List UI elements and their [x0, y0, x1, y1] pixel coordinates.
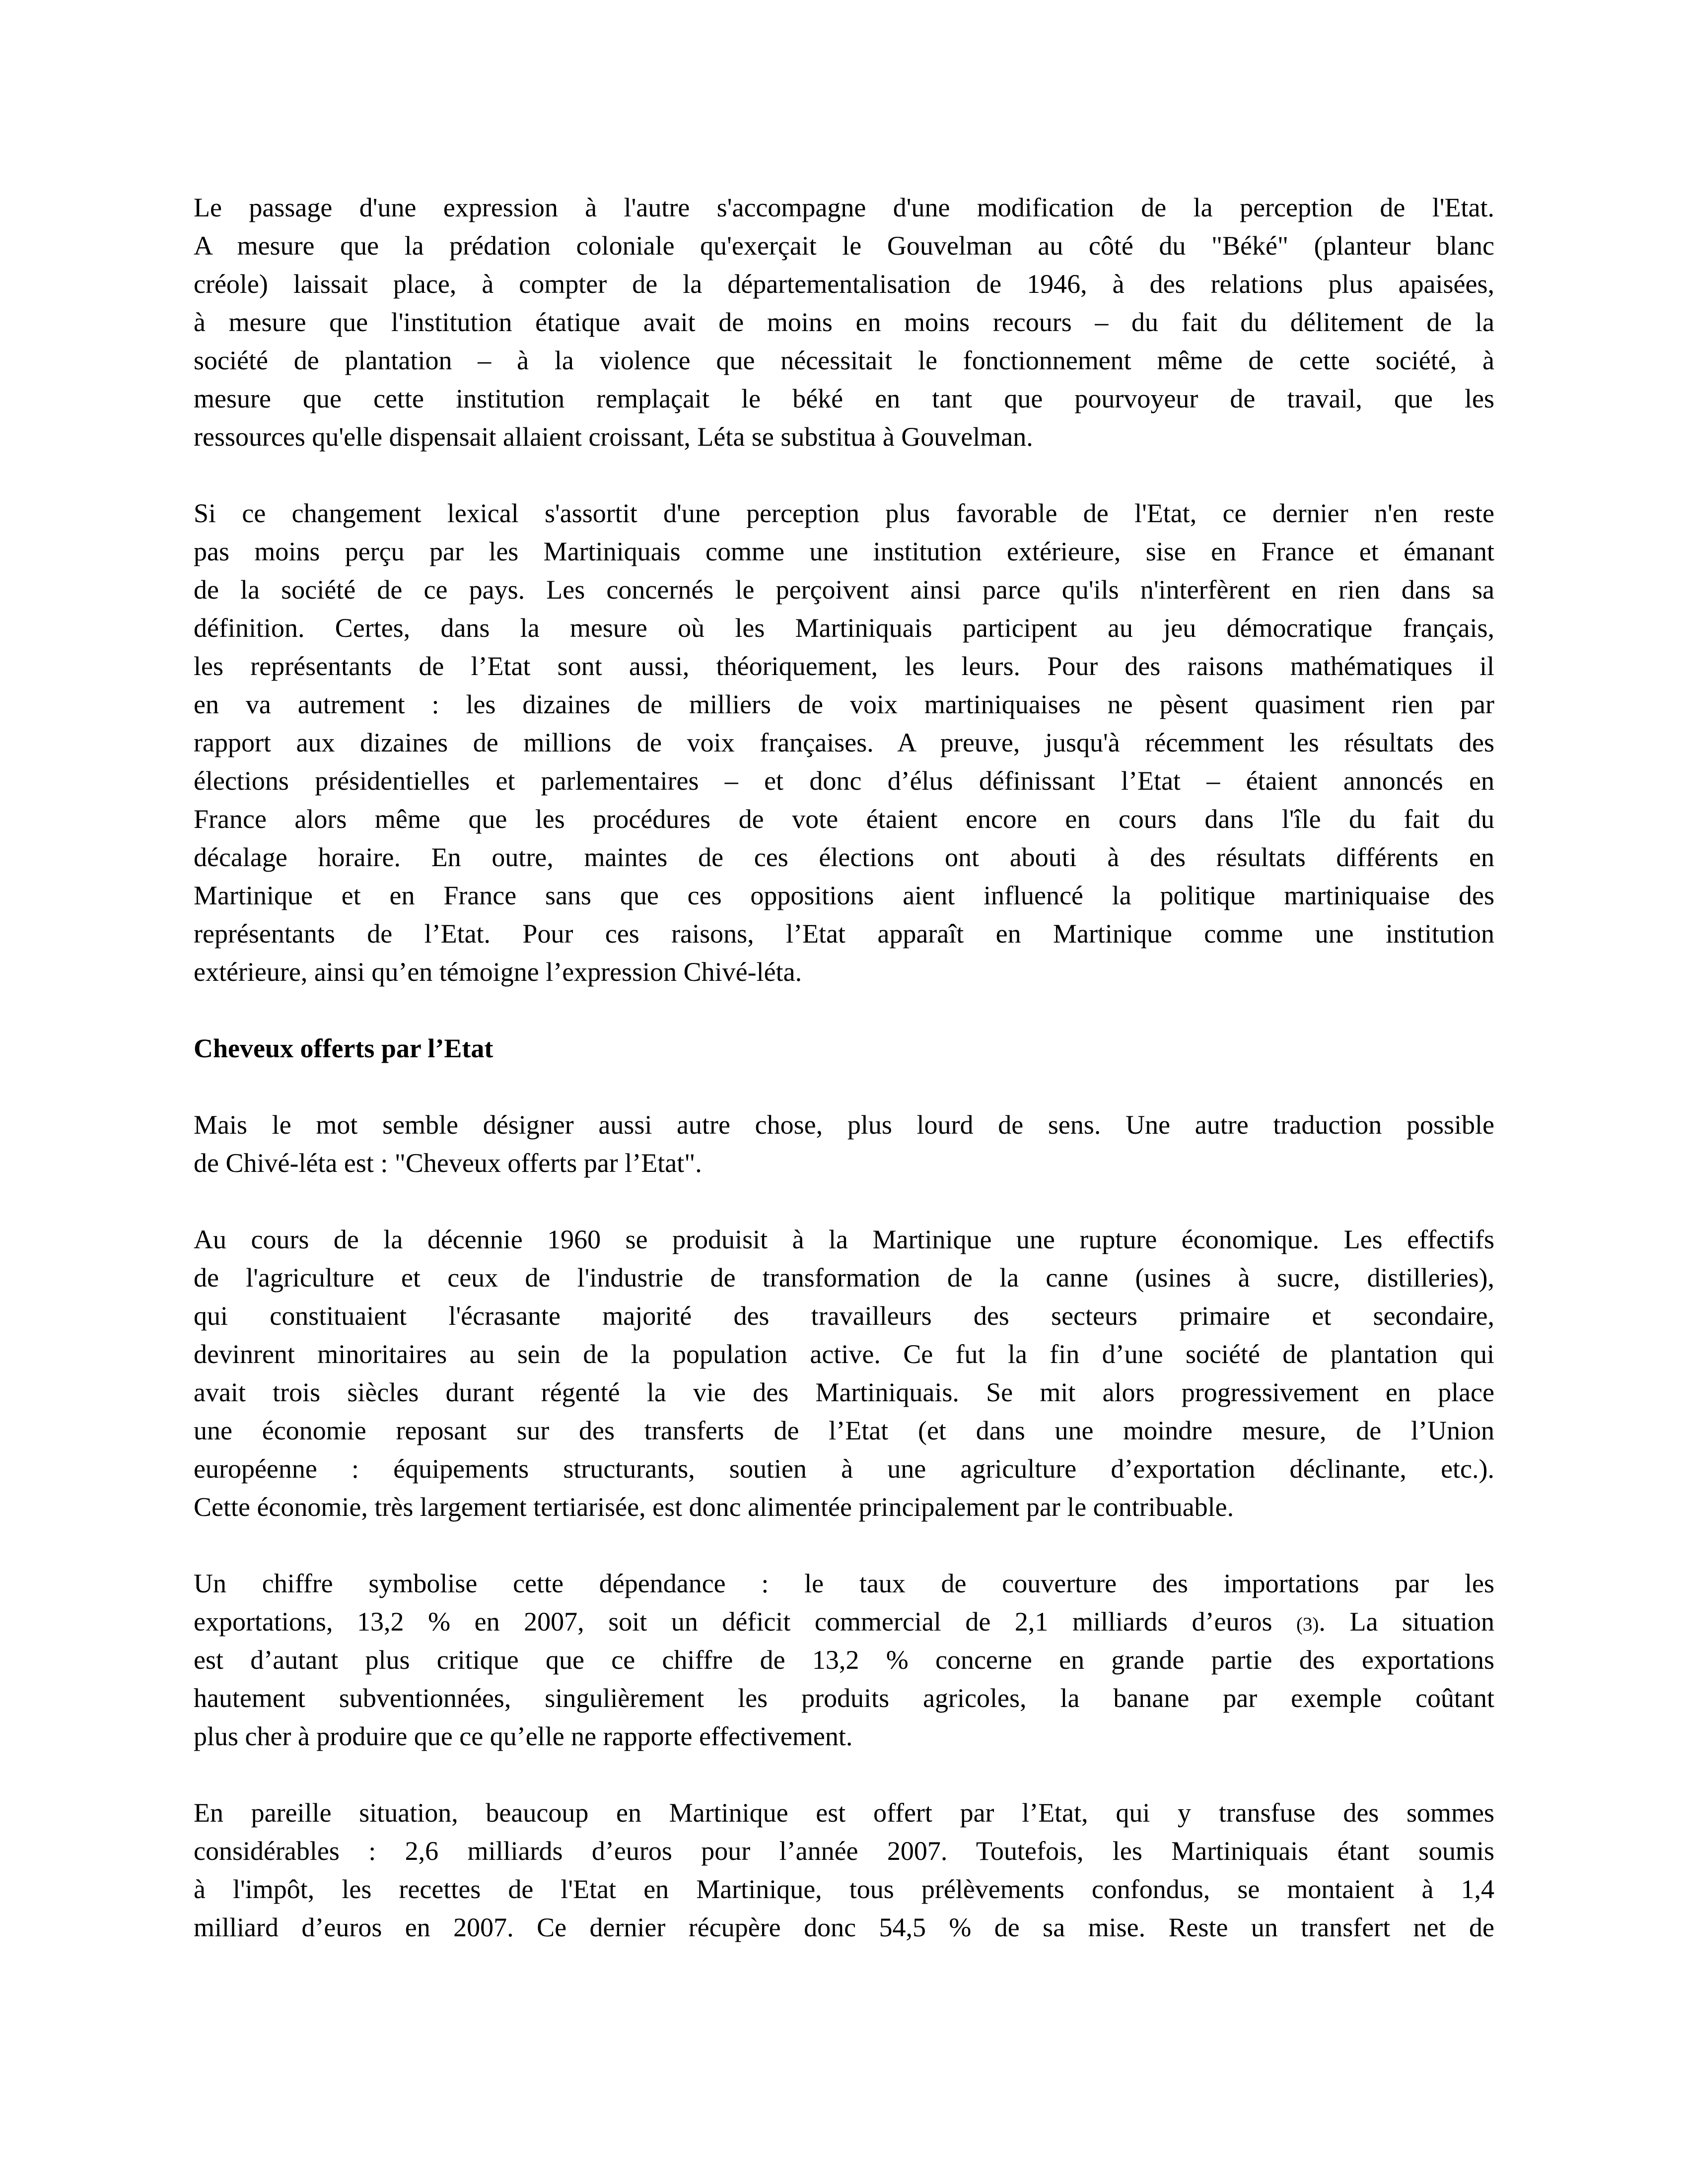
paragraph	[194, 1565, 1494, 1756]
text-line: France alors même que les procédures de vote étaient encore en cours dans l'île du fait du	[194, 804, 1494, 834]
text-line: devinrent minoritaires au sein de la population active. Ce fut la fin d’une société de plantation qui	[194, 1339, 1494, 1369]
text-line: Cette économie, très largement tertiarisée, est donc alimentée principalement par le contribuable.	[194, 1492, 1234, 1522]
text-line: Martinique et en France sans que ces oppositions aient influencé la politique martiniquaise des	[194, 881, 1494, 910]
text-line: Mais le mot semble désigner aussi autre chose, plus lourd de sens. Une autre traduction possible	[194, 1110, 1494, 1140]
text-line: élections présidentielles et parlementaires – et donc d’élus définissant l’Etat – étaient annoncés en	[194, 766, 1494, 796]
text-line: plus cher à produire que ce qu’elle ne rapporte effectivement.	[194, 1721, 853, 1751]
text-line: pas moins perçu par les Martiniquais comme une institution extérieure, sise en France et émanant	[194, 537, 1494, 566]
text-line: représentants de l’Etat. Pour ces raisons, l’Etat apparaît en Martinique comme une institution	[194, 919, 1494, 949]
text-line: Le passage d'une expression à l'autre s'accompagne d'une modification de la perception de l'Etat.	[194, 193, 1494, 222]
text-line: extérieure, ainsi qu’en témoigne l’expression Chivé-léta.	[194, 957, 802, 987]
footnote-reference: (3)	[1296, 1614, 1319, 1635]
text-line: à mesure que l'institution étatique avait de moins en moins recours – du fait du délitement de la	[194, 307, 1494, 337]
text-line: considérables : 2,6 milliards d’euros pour l’année 2007. Toutefois, les Martiniquais étant soumis	[194, 1836, 1494, 1866]
text-line: créole) laissait place, à compter de la départementalisation de 1946, à des relations plus apaisées,	[194, 269, 1494, 299]
text-line: avait trois siècles durant régenté la vie des Martiniquais. Se mit alors progressivement en place	[194, 1377, 1494, 1407]
text-line: est d’autant plus critique que ce chiffre de 13,2 % concerne en grande partie des exportations	[194, 1645, 1494, 1675]
text-line: Si ce changement lexical s'assortit d'une perception plus favorable de l'Etat, ce dernier n'en reste	[194, 498, 1494, 528]
text-line: définition. Certes, dans la mesure où les Martiniquais participent au jeu démocratique français,	[194, 613, 1494, 643]
text-line: mesure que cette institution remplaçait le béké en tant que pourvoyeur de travail, que les	[194, 384, 1494, 413]
text-line: exportations, 13,2 % en 2007, soit un déficit commercial de 2,1 milliards d’euros (3). La situation	[194, 1607, 1494, 1637]
text-line: Au cours de la décennie 1960 se produisit à la Martinique une rupture économique. Les effectifs	[194, 1225, 1494, 1254]
text-line: société de plantation – à la violence que nécessitait le fonctionnement même de cette société, à	[194, 345, 1494, 375]
text-line: à l'impôt, les recettes de l'Etat en Martinique, tous prélèvements confondus, se montaient à 1,4	[194, 1874, 1494, 1904]
text-content	[194, 189, 1494, 1985]
text-line: A mesure que la prédation coloniale qu'exerçait le Gouvelman au côté du "Béké" (planteur blanc	[194, 231, 1494, 261]
paragraph	[194, 189, 1494, 456]
paragraph	[194, 1221, 1494, 1526]
text-line: décalage horaire. En outre, maintes de ces élections ont abouti à des résultats différents en	[194, 842, 1494, 872]
text-line: en va autrement : les dizaines de milliers de voix martiniquaises ne pèsent quasiment rien par	[194, 689, 1494, 719]
paragraph	[194, 494, 1494, 991]
paragraph	[194, 1794, 1494, 1947]
text-line: de l'agriculture et ceux de l'industrie de transformation de la canne (usines à sucre, distilleries),	[194, 1263, 1494, 1293]
text-line: milliard d’euros en 2007. Ce dernier récupère donc 54,5 % de sa mise. Reste un transfert net de	[194, 1912, 1494, 1942]
text-line: de Chivé-léta est : "Cheveux offerts par l’Etat".	[194, 1148, 702, 1178]
text-line: de la société de ce pays. Les concernés le perçoivent ainsi parce qu'ils n'interfèrent en rien dans sa	[194, 575, 1494, 605]
text-line: une économie reposant sur des transferts de l’Etat (et dans une moindre mesure, de l’Union	[194, 1416, 1494, 1445]
section-heading	[194, 1029, 1494, 1068]
paragraph	[194, 1106, 1494, 1182]
text-line: Un chiffre symbolise cette dépendance : le taux de couverture des importations par les	[194, 1569, 1494, 1598]
text-line: européenne : équipements structurants, soutien à une agriculture d’exportation déclinante, etc.).	[194, 1454, 1494, 1484]
text-line: En pareille situation, beaucoup en Martinique est offert par l’Etat, qui y transfuse des sommes	[194, 1798, 1494, 1828]
heading-line: Cheveux offerts par l’Etat	[194, 1033, 493, 1063]
text-line: hautement subventionnées, singulièrement les produits agricoles, la banane par exemple coûtant	[194, 1683, 1494, 1713]
text-line: rapport aux dizaines de millions de voix françaises. A preuve, jusqu'à récemment les résultats des	[194, 728, 1494, 757]
text-line: les représentants de l’Etat sont aussi, théoriquement, les leurs. Pour des raisons mathématiques il	[194, 651, 1494, 681]
text-line: qui constituaient l'écrasante majorité des travailleurs des secteurs primaire et secondaire,	[194, 1301, 1494, 1331]
text-line: ressources qu'elle dispensait allaient croissant, Léta se substitua à Gouvelman.	[194, 422, 1033, 452]
